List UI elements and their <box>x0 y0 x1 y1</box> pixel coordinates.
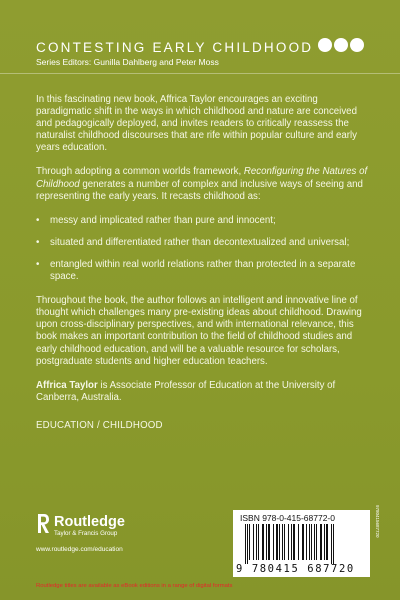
barcode-bar <box>288 524 289 560</box>
barcode-bar <box>326 524 328 560</box>
bullet-icon: • <box>36 214 40 226</box>
side-barcode-code: 9780415687720 <box>375 505 380 538</box>
barcode-bar <box>258 524 259 560</box>
series-dots-icon <box>318 38 364 52</box>
blurb-paragraph-2 <box>36 166 370 202</box>
list-item-text: situated and differentiated rather than decontextualized and universal; <box>50 236 350 248</box>
publisher-name: Routledge <box>54 514 125 530</box>
blurb-p2-after: generates a number of complex and inclusive ways of seeing and representing the early years. It recasts childhood as: <box>36 178 363 202</box>
barcode-bar <box>314 524 315 560</box>
barcode-bar <box>316 524 317 560</box>
author-bio <box>36 380 370 404</box>
publisher-group: Taylor & Francis Group <box>54 530 118 537</box>
barcode-bar <box>268 524 270 560</box>
list-item-text: messy and implicated rather than pure and innocent; <box>50 214 276 226</box>
blurb <box>36 94 370 444</box>
barcode-bar <box>293 524 295 560</box>
blurb-paragraph-3: Throughout the book, the author follows an intelligent and innovative line of thought which challenges many pre-existing ideas about childhood. Drawing upon cross-disciplinary perspectives, and with international relevance, this book makes an important contribution to the field of childhood studies and early childhood education, and will be a valuable resource for scholars, postgraduate students and higher education teachers. <box>36 295 362 367</box>
subject-category: EDUCATION / CHILDHOOD <box>36 419 163 431</box>
author-name: Affrica Taylor <box>36 379 98 391</box>
barcode-bar <box>324 524 325 560</box>
barcode-icon <box>245 524 359 564</box>
routledge-logo-icon <box>36 513 50 535</box>
dot-3 <box>350 38 364 52</box>
author-bio-text: is Associate Professor of Education at the University of Canberra, Australia. <box>36 379 336 403</box>
list-item <box>36 237 370 249</box>
divider <box>0 73 400 74</box>
publisher-url[interactable]: www.routledge.com/education <box>36 546 123 553</box>
list-item <box>36 215 370 227</box>
series-editors: Series Editors: Gunilla Dahlberg and Peter Moss <box>36 57 219 67</box>
barcode-bar <box>276 524 278 560</box>
barcode-bar <box>309 524 310 560</box>
barcode-bar <box>273 524 274 560</box>
book-title: Reconfiguring the Natures of Childhood <box>36 166 368 190</box>
barcode-bar <box>253 524 254 560</box>
barcode-bar <box>291 524 292 560</box>
isbn-text: ISBN 978-0-415-68772-0 <box>240 513 335 523</box>
dot-2 <box>334 38 348 52</box>
barcode-bar <box>262 524 264 560</box>
barcode-bar <box>256 524 257 560</box>
dot-1 <box>318 38 332 52</box>
ebook-note: Routledge titles are available as eBook editions in a range of digital formats <box>36 583 233 589</box>
barcode-bar <box>279 524 280 560</box>
barcode-bar <box>333 524 334 564</box>
bullet-icon: • <box>36 258 40 270</box>
list-item-text: entangled within real world relations rather than protected in a separate space. <box>50 258 356 283</box>
barcode-bar <box>331 524 332 564</box>
barcode-box <box>233 510 370 577</box>
barcode-bar <box>306 524 307 560</box>
barcode-bar <box>282 524 283 560</box>
blurb-p2-before: Through adopting a common worlds framework, <box>36 166 244 178</box>
barcode-bar <box>247 524 248 564</box>
barcode-bar <box>266 524 267 560</box>
barcode-bar <box>320 524 322 560</box>
barcode-bar <box>311 524 312 560</box>
barcode-bar <box>245 524 246 564</box>
list-item <box>36 259 370 283</box>
barcode-digits: 9 780415 687720 <box>236 563 355 575</box>
barcode-bar <box>302 524 304 560</box>
series-title: CONTESTING EARLY CHILDHOOD <box>36 40 314 55</box>
barcode-bar <box>298 524 299 560</box>
bullet-icon: • <box>36 236 40 248</box>
blurb-paragraph-1: In this fascinating new book, Affrica Taylor encourages an exciting paradigmatic shift in the ways in which childhood and nature are conceived and pedagogically deployed, and invites readers to critically reassess the naturalist childhood discourses that are rife within popular culture and early years education. <box>36 94 357 154</box>
barcode-bar <box>249 524 250 560</box>
bullet-list <box>36 215 370 283</box>
barcode-bar <box>284 524 285 560</box>
